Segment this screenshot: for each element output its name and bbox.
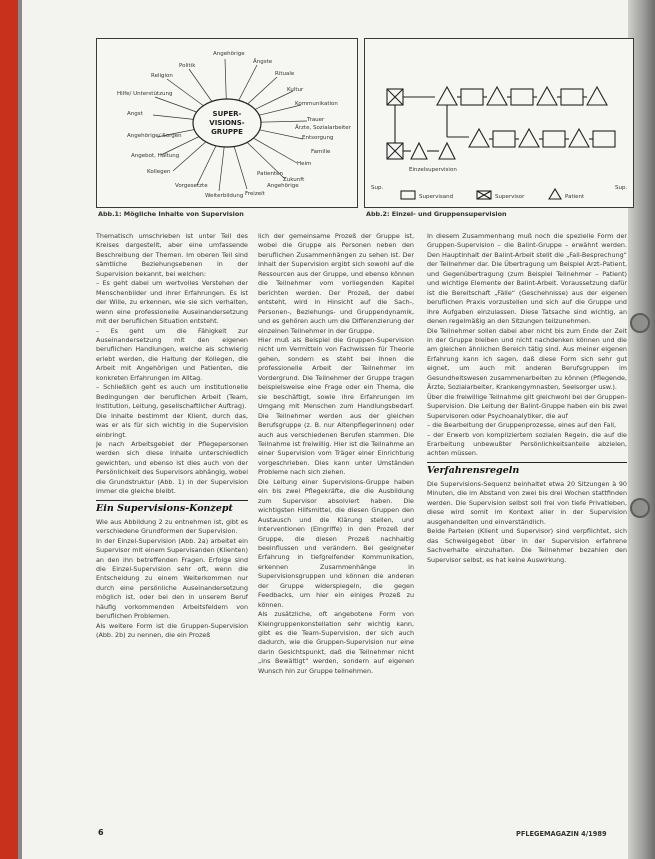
legend-label: Patient	[565, 194, 585, 200]
text-column-1	[96, 232, 248, 838]
paragraph: Als weitere Form ist die Gruppen-Supervision (Abb. 2b) zu nennen, die ein Prozeß	[96, 621, 248, 640]
topic-label: Trauer	[307, 117, 325, 123]
topic-label: Rituale	[275, 71, 295, 77]
paragraph: Als zusätzliche, oft angebotene Form von Kleingruppenkonstellation sehr wichtig kann, gibt es die Team-Supervision, der sich auch dadurch, wie die Gruppen-Supervision nur eine darin Gesichtspunkt, daß die Teilnehmer nicht „ins Bewältigt“ werden, sondern auf eigenen Wunsch hin zur Gruppe teilnehmen.	[258, 610, 414, 675]
paragraph: lich der gemeinsame Prozeß der Gruppe ist, wobei die Gruppe als Personen neben den beruflichen Zusammenhängen zu sehen ist. Der Inhalt der Supervision ergibt sich sowohl auf die Ressourcen aus der Gruppe, und ebenso können die Teilnehmer vom vorliegenden Kapitel berichten werden. Der Prozeß, der dabei entsteht, wird in Hinsicht auf die Sach-, Personen-, Beziehungs- und Gruppendynamik, und es gehören auch um die Differenzierung der einzelnen Teilnehmer in der Gruppe.	[258, 232, 414, 335]
topic-label: Ärzte, Sozialarbeiter	[295, 125, 351, 131]
patient-icon	[469, 129, 489, 147]
topic-label: Kollegen	[147, 169, 171, 175]
paragraph: – der Erwerb von kompliziertem sozialen Regeln, die auf die Erarbeitung unbewußter Persönlichkeitsanteile abzielen, achten müssen.	[427, 430, 627, 458]
patient-icon	[587, 87, 607, 105]
patient-icon	[487, 87, 507, 105]
topic-label: Politik	[179, 63, 196, 69]
supervisand-icon	[511, 89, 533, 105]
figure-supervision-forms	[364, 38, 634, 208]
patient-icon	[439, 143, 455, 159]
red-edge-strip	[0, 0, 18, 859]
figure-supervision-topics	[96, 38, 358, 208]
patient-icon	[569, 129, 589, 147]
topic-label: Freizeit	[245, 191, 265, 197]
topic-label: Angehörige	[213, 51, 245, 57]
legend-label: Supervisor	[495, 194, 525, 200]
paragraph: Die Teilnehmer sollen dabei aber nicht bis zum Ende der Zeit in der Gruppe bleiben und nicht nachdenken können und die am gleichen ähnlichen Bereich tätig sind. Aus meiner eigenen Erfahrung kann ich sagen, daß diese Form sich sehr gut eignet, um auch mit anderen Berufsgruppen im Gesundheitswesen zusammenarbeiten zu können (Pflegende, Ärzte, Sozialarbeiter, Krankengymnasten, Seelsorger usw.).	[427, 326, 627, 392]
paragraph: In der Einzel-Supervision (Abb. 2a) arbeitet ein Supervisor mit einem Supervisanden (Klienten) an den ihn betreffenden Fragen. Erfolge sind die Einzel-Supervision sehr oft, wenn die Entscheidung zu einem Weiterkommen nur durch eine persönliche Auseinandersetzung möglich ist, oder bei den in unserem Beruf häufig vorkommenden Arbeitsfeldern von beruflichen Problemen.	[96, 536, 248, 621]
topic-label: Kommunikation	[295, 101, 338, 107]
mind-map-diagram	[97, 39, 357, 207]
paragraph: – die Bearbeitung der Gruppenprozesse, eines auf den Fall,	[427, 421, 617, 430]
paragraph: Beide Parteien (Klient und Supervisor) sind verpflichtet, sich das Schweigegebot über in der Supervision erfahrene Sachverhalte einzuhalten. Die Teilnehmer bezahlen den Supervisor selbst, es hat keine Auswirkung.	[427, 527, 627, 564]
sup-left-label: Sup.	[371, 185, 384, 191]
section-heading: Ein Supervisions-Konzept	[96, 500, 248, 515]
supervisand-icon	[543, 131, 565, 147]
paragraph: Die Leitung einer Supervisions-Gruppe haben ein bis zwei Pflegekräfte, die die Ausbildung zum Supervisor absolviert haben. Die wichtigsten Hilfsmittel, die diesen Gruppen den Austausch und die Klärung stellen, und Interventionen (Eingriffe) in den Prozeß der Gruppe, die diesen Prozeß nachhaltig beeinflussen und verändern. Bei geeigneter Erfahrung in tiefgreifender Kommunikation, erkennen Zusammenhänge in Supervisionsgruppen und können die anderen der Gruppe widerspiegeln, die gegen Feedbacks, um hier ein einiges Prozeß zu können.	[258, 477, 414, 609]
topic-label: Hilfe/ Unterstützung	[117, 91, 173, 97]
figure-2-caption: Abb.2: Einzel- und Gruppensupervision	[366, 210, 507, 218]
topic-label: Familie	[311, 149, 331, 155]
center-label-1: SUPER-	[212, 110, 242, 118]
patient-icon	[537, 87, 557, 105]
topic-label: Heim	[297, 161, 312, 167]
paragraph: – Es geht um die Fähigkeit zur Auseinandersetzung mit den eigenen beruflichen Handlungen, welche als schwierig erlebt werden, die Haltung der Kollegen, die Arbeit mit Angehörigen und Patienten, die konkreten Erfahrungen im Alltag.	[96, 326, 248, 382]
topic-label: Patienten	[257, 171, 284, 177]
legend-label: Supervisand	[419, 194, 454, 200]
topic-label: Ängste	[253, 59, 273, 65]
supervisand-icon	[461, 89, 483, 105]
topic-label: Zukunft	[283, 177, 305, 183]
supervisand-icon	[493, 131, 515, 147]
supervisand-icon	[561, 89, 583, 105]
center-label-3: GRUPPE	[211, 128, 243, 136]
patient-icon	[519, 129, 539, 147]
center-label-2: VISIONS-	[209, 119, 245, 127]
paragraph: – Es geht dabei um wertvolles Verstehen der Menschenbilder und ihrer Erfahrungen. Es ist der Wille, zu erkennen, wie sie sich verhalten, wenn eine professionelle Auseinandersetzung mit der beruflichen Situation entsteht.	[96, 279, 248, 326]
topic-label: Weiterbildung	[205, 193, 244, 199]
topic-label: Angehörige	[267, 183, 299, 189]
patient-icon	[437, 87, 457, 105]
topic-label: Angehörige/ Sorgen	[127, 133, 182, 139]
figure-1-caption: Abb.1: Mögliche Inhalte von Supervision	[98, 210, 244, 218]
paragraph: Wie aus Abbildung 2 zu entnehmen ist, gibt es verschiedene Grundformen der Supervision.	[96, 517, 248, 536]
paragraph: Über die freiwillige Teilnahme gilt gleichwohl bei der Gruppen-Supervision. Die Leitung der Balint-Gruppe haben ein bis zwei Supervisoren oder Psychoanalytiker, die auf	[427, 392, 627, 420]
page-number: 6	[98, 828, 104, 837]
paragraph: Thematisch umschrieben ist unter Teil des Kreises dargestellt, aber eine umfassende Beschreibung der Themen. Im oberen Teil sind sämtliche Beziehungsebenen in der Supervision bekannt, bei welchen:	[96, 232, 248, 278]
legend-supervisand-icon	[401, 191, 415, 199]
paragraph: Die Supervisions-Sequenz beinhaltet etwa 20 Sitzungen à 90 Minuten, die im Abstand von zwei bis drei Wochen stattfinden werden. Die Supervision selbst soll frei von tiefe Privatleben, diese wird somit im Kontext aller in der Supervision ausgehandelten und einverständlich.	[427, 479, 627, 526]
text-column-3	[427, 232, 627, 842]
paragraph: Die Inhalte bestimmt der Klient, durch das, was er als für sich wichtig in die Supervision einbringt.	[96, 411, 248, 439]
topic-label: Vorgesetzte	[175, 183, 208, 189]
supervision-forms-diagram	[365, 39, 633, 207]
topic-label: Angebot, Haltung	[131, 153, 180, 159]
einzel-label: Einzelsupervision	[409, 167, 457, 173]
supervisand-icon	[593, 131, 615, 147]
topic-label: Angst	[127, 111, 143, 117]
magazine-footer: PFLEGEMAGAZIN 4/1989	[516, 830, 607, 838]
paragraph: Je nach Arbeitsgebiet der Pflegepersonen werden sich diese Inhalte unterschiedlich gewichten, und ebenso ist dies auch von der Persönlichkeit des Supervisors abhängig, wobei die Grundstruktur (Abb. 1) in der Supervision immer die gleiche bleibt.	[96, 439, 248, 496]
text-column-2	[258, 232, 414, 842]
topic-label: Religion	[151, 73, 173, 79]
paragraph: In diesem Zusammenhang muß noch die spezielle Form der Gruppen-Supervision – die Balint-Gruppe – erwähnt werden. Den Hauptinhalt der Balint-Arbeit stellt die „Fall-Besprechung“ der Teilnehmer dar. Die Übertragung um Beispiel Arzt–Patient, und Gegenübertragung (zum Beispiel Teilnehmer – Patient) und wichtige Elemente der Balint-Arbeit. Voraussetzung dafür ist die Bereitschaft „Fälle“ (Geschehnisse) aus der eigenen beruflichen Praxis vorzustellen und sich auf die Gruppe und ihre Aufgaben einzulassen. Diese Tatsache sind wichtig, an denen regelmäßig an den Sitzungen teilzunehmen.	[427, 232, 627, 326]
legend-patient-icon	[549, 189, 561, 199]
paragraph: – Schließlich geht es auch um institutionelle Bedingungen der beruflichen Arbeit (Team, Institution, Leitung, gesellschaftlicher Auftrag).	[96, 383, 248, 411]
sup-right-label: Sup.	[615, 185, 628, 191]
section-heading: Verfahrensregeln	[427, 462, 627, 477]
binder-ring-icon	[630, 498, 650, 518]
topic-label: Entsorgung	[302, 135, 334, 141]
patient-icon	[411, 143, 427, 159]
paragraph: Hier muß als Beispiel die Gruppen-Supervision nicht um Vermitteln von Fachwissen für Theorie gehen, sondern es steht bei ihnen die professionelle Arbeit der Teilnehmer im Vordergrund. Die Teilnehmer der Gruppe tragen beispielsweise eine Frage oder ein Thema, die sie beschäftigt, sowie ihre Erfahrungen im Umgang mit Menschen zum Handlungsbedarf. Die Teilnehmer werden aus der gleichen Berufsgruppe (z. B. nur Altenpflegerinnen) oder auch aus verschiedenen Berufen stammen. Die Teilnahme ist freiwillig. Hier ist die Teilnahme an einer Supervision vom Träger einer Einrichtung vorgeschrieben. Dies kann unter Umständen Probleme nach sich ziehen.	[258, 335, 414, 477]
binder-ring-icon	[630, 313, 650, 333]
topic-label: Kultur	[287, 87, 304, 93]
